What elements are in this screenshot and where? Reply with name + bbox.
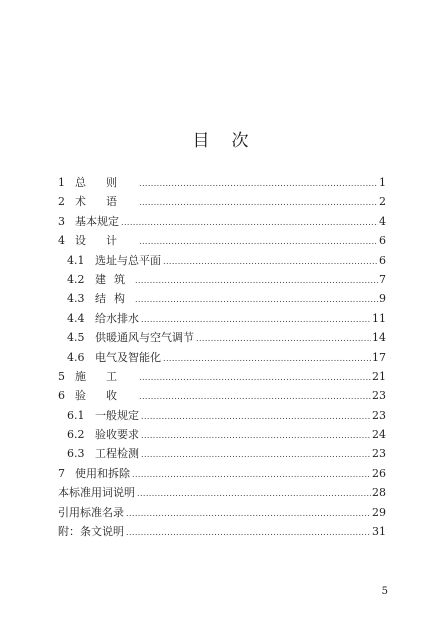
toc-entry-page: 7	[379, 272, 386, 286]
toc-entry-number: 6.2	[67, 428, 85, 442]
toc-entry-4-5[interactable]	[58, 328, 386, 347]
toc-entry-title: 验收要求	[95, 428, 139, 442]
toc-entry-page: 31	[372, 525, 386, 539]
toc-entry-page: 14	[372, 331, 386, 345]
toc-entry-number: 4	[58, 234, 65, 248]
toc-entry-number: 3	[58, 214, 65, 228]
dot-leader	[139, 193, 378, 212]
toc-entry-number: 6	[58, 389, 65, 403]
toc-entry-4-3[interactable]	[58, 289, 386, 308]
toc-entry-title: 使用和拆除	[75, 466, 130, 480]
page-title: 目次	[192, 131, 271, 151]
toc-entry-4-2[interactable]	[58, 270, 386, 289]
dot-leader	[141, 407, 371, 426]
toc-entry-page: 28	[372, 486, 386, 500]
toc-entry-1[interactable]	[58, 173, 386, 192]
toc-entry-2[interactable]	[58, 192, 386, 211]
toc-entry-number: 6.1	[67, 408, 85, 422]
dot-leader	[141, 426, 371, 445]
toc-entry-3[interactable]	[58, 212, 386, 231]
toc-entry-number: 4.3	[67, 292, 85, 306]
toc-entry-number: 5	[58, 369, 65, 383]
toc-entry-page: 6	[379, 253, 386, 267]
dot-leader	[126, 504, 371, 523]
toc-entry-title: 总则	[75, 176, 137, 189]
dot-leader	[135, 290, 378, 309]
toc-entry-title: 一般规定	[95, 408, 139, 422]
dot-leader	[139, 232, 378, 251]
toc-entry-page: 4	[379, 214, 386, 228]
toc-entry-6[interactable]	[58, 386, 386, 405]
toc-entry-title: 选址与总平面	[95, 253, 161, 267]
toc-entry-6-1[interactable]	[58, 406, 386, 425]
toc-entry-title: 电气及智能化	[95, 350, 161, 364]
toc-entry-number: 4.1	[67, 253, 85, 267]
toc-entry-5[interactable]	[58, 367, 386, 386]
dot-leader	[139, 387, 371, 406]
toc-entry-page: 1	[379, 176, 386, 189]
dot-leader	[126, 523, 371, 542]
toc-entry-title: 引用标准名录	[58, 505, 124, 519]
toc-entry-page: 23	[372, 408, 386, 422]
dot-leader	[139, 368, 371, 387]
dot-leader	[132, 465, 371, 484]
toc-entry-page: 9	[379, 292, 386, 306]
toc-entry-number: 4.2	[67, 272, 85, 286]
dot-leader	[196, 329, 371, 348]
toc-entry-page: 23	[372, 447, 386, 461]
toc-entry-4-6[interactable]	[58, 348, 386, 367]
toc-entry-page: 6	[379, 234, 386, 248]
toc-entry-number: 4.4	[67, 311, 85, 325]
dot-leader	[141, 445, 371, 464]
toc-entry-title: 施工	[75, 369, 137, 383]
toc-entry-title: 供暖通风与空气调节	[95, 331, 194, 345]
toc-entry-title: 设计	[75, 234, 137, 248]
toc-entry-number: 7	[58, 466, 65, 480]
dot-leader	[139, 174, 378, 193]
toc-entry-title: 结构	[95, 292, 133, 306]
toc-entry-title: 本标准用词说明	[58, 486, 135, 500]
toc-entry-title: 验收	[75, 389, 137, 403]
toc-entry-7[interactable]	[58, 464, 386, 483]
toc-entry-title: 建筑	[95, 272, 133, 286]
toc-entry-page: 17	[372, 350, 386, 364]
dot-leader	[163, 349, 371, 368]
toc-entry-4-1[interactable]	[58, 251, 386, 270]
toc-entry-title: 基本规定	[75, 214, 119, 228]
dot-leader	[121, 213, 378, 232]
toc-entry-title: 术语	[75, 195, 137, 209]
toc-entry-number: 6.3	[67, 447, 85, 461]
toc-entry-title: 附：条文说明	[58, 525, 124, 539]
toc-entry-number: 1	[58, 176, 65, 189]
toc-entry-clause-explanation[interactable]	[58, 522, 386, 541]
toc-entry-quoted-standards[interactable]	[58, 503, 386, 522]
toc-entry-wording-explanation[interactable]	[58, 483, 386, 502]
toc-entry-page: 21	[372, 369, 386, 383]
toc-entry-page: 11	[372, 311, 386, 325]
dot-leader	[141, 310, 371, 329]
toc-entry-page: 26	[372, 466, 386, 480]
dot-leader	[163, 252, 378, 271]
toc-entry-page: 24	[372, 428, 386, 442]
toc-entry-6-3[interactable]	[58, 444, 386, 463]
toc-entry-4[interactable]	[58, 231, 386, 250]
toc-entry-number: 4.6	[67, 350, 85, 364]
dot-leader	[137, 484, 371, 503]
toc-entry-number: 4.5	[67, 331, 85, 345]
table-of-contents	[58, 173, 386, 541]
toc-entry-title: 给水排水	[95, 311, 139, 325]
toc-entry-page: 29	[372, 505, 386, 519]
toc-entry-6-2[interactable]	[58, 425, 386, 444]
toc-entry-title: 工程检测	[95, 447, 139, 461]
page-number: 5	[381, 586, 388, 597]
toc-entry-number: 2	[58, 195, 65, 209]
dot-leader	[135, 271, 378, 290]
toc-entry-page: 2	[379, 195, 386, 209]
toc-entry-4-4[interactable]	[58, 309, 386, 328]
toc-entry-page: 23	[372, 389, 386, 403]
